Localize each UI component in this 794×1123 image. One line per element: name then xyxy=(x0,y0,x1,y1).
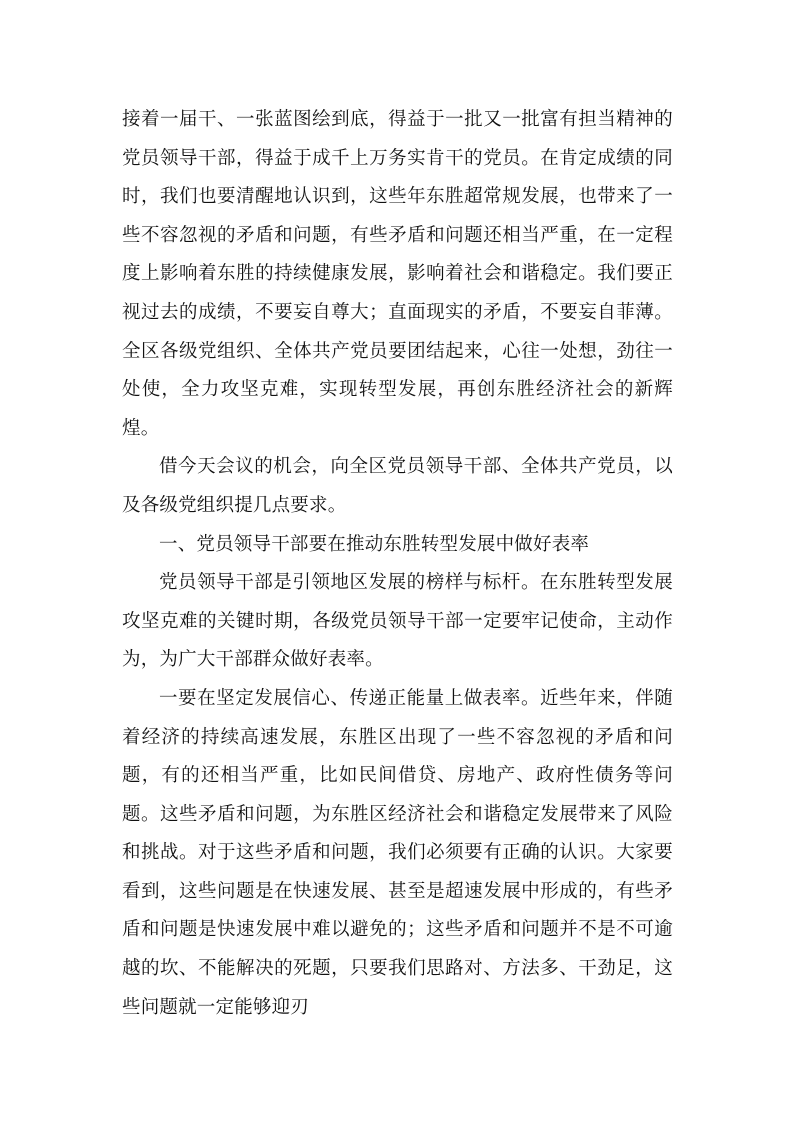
paragraph-confidence: 一要在坚定发展信心、传递正能量上做表率。近些年来，伴随着经济的持续高速发展，东胜区出现了一些不容忽视的矛盾和问题，有的还相当严重，比如民间借贷、房地产、政府性债务等问题。这些矛盾和问题，为东胜区经济社会和谐稳定发展带来了风险和挑战。对于这些矛盾和问题，我们必须要有正确的认识。大家要看到，这些问题是在快速发展、甚至是超速发展中形成的，有些矛盾和问题是快速发展中难以避免的；这些矛盾和问题并不是不可逾越的坎、不能解决的死题，只要我们思路对、方法多、干劲足，这些问题就一定能够迎刃 xyxy=(122,687,673,1018)
section-heading-1: 一、党员领导干部要在推动东胜转型发展中做好表率 xyxy=(159,533,590,555)
paragraph-continuation: 接着一届干、一张蓝图绘到底，得益于一批又一批富有担当精神的党员领导干部，得益于成千上万务实肯干的党员。在肯定成绩的同时，我们也要清醒地认识到，这些年东胜超常规发展，也带来了一些不容忽视的矛盾和问题，有些矛盾和问题还相当严重，在一定程度上影响着东胜的持续健康发展，影响着社会和谐稳定。我们要正视过去的成绩，不要妄自尊大；直面现实的矛盾，不要妄自菲薄。全区各级党组织、全体共产党员要团结起来，心往一处想，劲往一处使，全力攻坚克难，实现转型发展，再创东胜经济社会的新辉煌。 xyxy=(122,109,673,439)
paragraph-leaders-role: 党员领导干部是引领地区发展的榜样与标杆。在东胜转型发展攻坚克难的关键时期，各级党员领导干部一定要牢记使命，主动作为，为广大干部群众做好表率。 xyxy=(122,572,673,671)
document-page xyxy=(122,101,673,1027)
paragraph-meeting-requirements: 借今天会议的机会，向全区党员领导干部、全体共产党员，以及各级党组织提几点要求。 xyxy=(122,456,673,516)
